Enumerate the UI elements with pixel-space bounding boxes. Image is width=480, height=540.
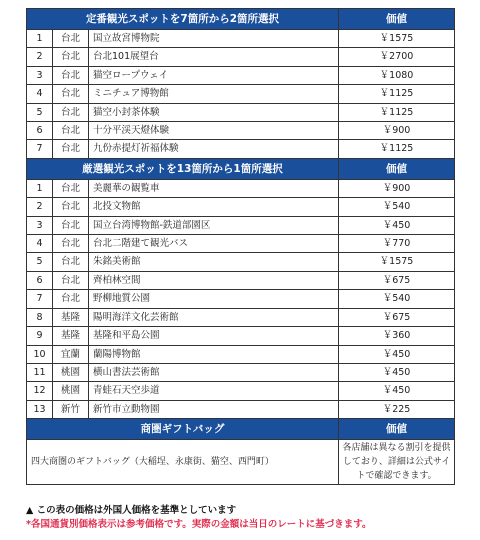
row-price: ￥1575 — [339, 253, 455, 271]
row-price: ￥1575 — [339, 30, 455, 48]
row-price: ￥450 — [339, 216, 455, 234]
row-spot-name: 朱銘美術館 — [89, 253, 339, 271]
row-city: 台北 — [53, 198, 89, 216]
table-row — [27, 290, 455, 308]
table-row — [27, 122, 455, 140]
row-city: 台北 — [53, 290, 89, 308]
row-number: 7 — [27, 290, 53, 308]
row-city: 台北 — [53, 48, 89, 66]
row-price: ￥360 — [339, 327, 455, 345]
row-number: 4 — [27, 235, 53, 253]
row-price: ￥540 — [339, 290, 455, 308]
row-price: ￥450 — [339, 363, 455, 381]
row-spot-name: ミニチュア博物館 — [89, 85, 339, 103]
row-city: 台北 — [53, 122, 89, 140]
table-row — [27, 103, 455, 121]
row-spot-name: 蘭陽博物館 — [89, 345, 339, 363]
row-city: 台北 — [53, 140, 89, 158]
foreigner-price-note: ▲ この表の価格は外国人価格を基準としています — [26, 505, 237, 516]
row-number: 13 — [27, 400, 53, 418]
row-spot-name: 九份赤提灯祈福体験 — [89, 140, 339, 158]
table-row — [27, 48, 455, 66]
row-spot-name: 猫空小封茶体験 — [89, 103, 339, 121]
row-price: ￥770 — [339, 235, 455, 253]
row-city: 台北 — [53, 85, 89, 103]
row-spot-name: 野柳地質公園 — [89, 290, 339, 308]
row-spot-name: 横山書法芸術館 — [89, 363, 339, 381]
table-row — [27, 66, 455, 84]
row-number: 3 — [27, 66, 53, 84]
row-spot-name: 台北101展望台 — [89, 48, 339, 66]
table-row — [27, 327, 455, 345]
pass-price-table-container — [26, 8, 454, 485]
row-spot-name: 青蛙石天空歩道 — [89, 382, 339, 400]
row-city: 台北 — [53, 103, 89, 121]
row-city: 台北 — [53, 179, 89, 197]
row-city: 台北 — [53, 271, 89, 289]
row-spot-name: 台北二階建て観光バス — [89, 235, 339, 253]
row-spot-name: 猫空ロープウェイ — [89, 66, 339, 84]
row-price: ￥900 — [339, 179, 455, 197]
row-number: 4 — [27, 85, 53, 103]
row-price: ￥1080 — [339, 66, 455, 84]
table-row — [27, 85, 455, 103]
row-price: ￥2700 — [339, 48, 455, 66]
row-spot-name: 国立台湾博物館-鉄道部園区 — [89, 216, 339, 234]
row-number: 9 — [27, 327, 53, 345]
table-row — [27, 235, 455, 253]
row-price: ￥675 — [339, 271, 455, 289]
table-row — [27, 253, 455, 271]
row-city: 基隆 — [53, 308, 89, 326]
row-spot-name: 十分平渓天燈体験 — [89, 122, 339, 140]
row-price: ￥900 — [339, 122, 455, 140]
row-spot-name: 陽明海洋文化芸術館 — [89, 308, 339, 326]
table-row — [27, 400, 455, 418]
row-number: 8 — [27, 308, 53, 326]
row-number: 2 — [27, 198, 53, 216]
section2-header-row — [27, 158, 455, 179]
gift-bag-note: 各店舗は異なる割引を提供しており、詳細は公式サイトで確認できます。 — [339, 440, 455, 485]
table-body — [27, 9, 455, 485]
row-city: 台北 — [53, 235, 89, 253]
section3-header-row — [27, 419, 455, 440]
table-row — [27, 308, 455, 326]
row-price: ￥1125 — [339, 103, 455, 121]
row-spot-name: 北投文物館 — [89, 198, 339, 216]
section2-title: 厳選観光スポットを13箇所から1箇所選択 — [27, 158, 339, 179]
row-number: 6 — [27, 122, 53, 140]
row-spot-name: 基隆和平島公園 — [89, 327, 339, 345]
table-row — [27, 179, 455, 197]
gift-bag-name: 四大商圏のギフトバッグ（大稲埕、永康街、猫空、西門町） — [27, 440, 339, 485]
row-number: 10 — [27, 345, 53, 363]
section3-title: 商圏ギフトバッグ — [27, 419, 339, 440]
table-row — [27, 363, 455, 381]
row-number: 6 — [27, 271, 53, 289]
row-price: ￥1125 — [339, 140, 455, 158]
row-number: 3 — [27, 216, 53, 234]
pass-price-table — [26, 8, 455, 485]
row-number: 1 — [27, 30, 53, 48]
section3-price-header: 価値 — [339, 419, 455, 440]
table-row — [27, 216, 455, 234]
row-city: 台北 — [53, 216, 89, 234]
row-spot-name: 齊柏林空間 — [89, 271, 339, 289]
currency-reference-note: *各国通貨別価格表示は参考価格です。実際の金額は当日のレートに基づきます。 — [26, 519, 372, 530]
row-spot-name: 美麗華の観覧車 — [89, 179, 339, 197]
table-row — [27, 345, 455, 363]
row-city: 基隆 — [53, 327, 89, 345]
row-price: ￥1125 — [339, 85, 455, 103]
row-city: 桃園 — [53, 363, 89, 381]
row-number: 5 — [27, 103, 53, 121]
row-city: 宜蘭 — [53, 345, 89, 363]
row-city: 台北 — [53, 253, 89, 271]
row-price: ￥225 — [339, 400, 455, 418]
row-number: 7 — [27, 140, 53, 158]
row-city: 台北 — [53, 30, 89, 48]
row-city: 新竹 — [53, 400, 89, 418]
section2-price-header: 価値 — [339, 158, 455, 179]
table-row — [27, 198, 455, 216]
section1-header-row — [27, 9, 455, 30]
row-city: 桃園 — [53, 382, 89, 400]
row-number: 5 — [27, 253, 53, 271]
row-spot-name: 国立故宮博物院 — [89, 30, 339, 48]
section1-price-header: 価値 — [339, 9, 455, 30]
row-price: ￥450 — [339, 345, 455, 363]
row-number: 12 — [27, 382, 53, 400]
row-number: 2 — [27, 48, 53, 66]
table-row — [27, 382, 455, 400]
row-spot-name: 新竹市立動物園 — [89, 400, 339, 418]
footnotes — [26, 504, 466, 532]
row-price: ￥540 — [339, 198, 455, 216]
table-row — [27, 271, 455, 289]
table-row — [27, 30, 455, 48]
row-number: 11 — [27, 363, 53, 381]
section1-title: 定番観光スポットを7箇所から2箇所選択 — [27, 9, 339, 30]
row-number: 1 — [27, 179, 53, 197]
row-price: ￥675 — [339, 308, 455, 326]
gift-bag-row — [27, 440, 455, 485]
row-city: 台北 — [53, 66, 89, 84]
table-row — [27, 140, 455, 158]
row-price: ￥450 — [339, 382, 455, 400]
